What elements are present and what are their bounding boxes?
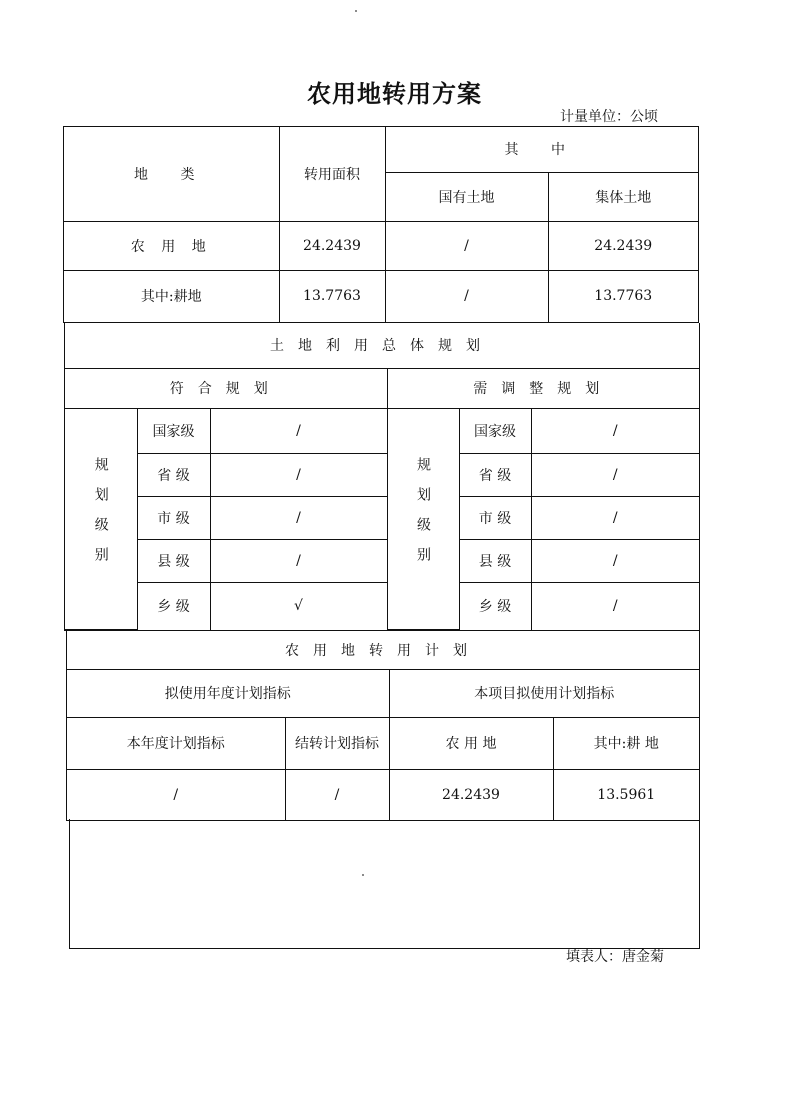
carry-over-value: /	[285, 769, 389, 820]
row-area: 24.2439	[279, 221, 385, 270]
level-value: /	[210, 539, 387, 582]
land-type-table	[63, 126, 699, 323]
scan-speck	[362, 874, 364, 876]
level-value: √	[210, 582, 387, 630]
planned-annual-index-header: 拟使用年度计划指标	[67, 669, 389, 717]
blank-notes-area	[69, 819, 700, 949]
level-value: /	[531, 496, 699, 539]
arable-land-header: 其中:耕 地	[553, 717, 699, 769]
level-name: 国家级	[459, 408, 531, 453]
level-value: /	[210, 453, 387, 496]
level-value: /	[210, 408, 387, 453]
page-title: 农用地转用方案	[307, 80, 482, 108]
header-collective-land: 集体土地	[548, 172, 698, 221]
carry-over-index-header: 结转计划指标	[285, 717, 389, 769]
level-value: /	[531, 453, 699, 496]
agri-land-value: 24.2439	[389, 769, 553, 820]
arable-land-value: 13.5961	[553, 769, 699, 820]
level-value: /	[531, 582, 699, 630]
table-row	[67, 769, 699, 820]
level-value: /	[531, 539, 699, 582]
agri-land-header: 农 用 地	[389, 717, 553, 769]
form-filler: 填表人：唐金菊	[566, 949, 664, 965]
level-name: 市 级	[459, 496, 531, 539]
level-name: 市 级	[137, 496, 210, 539]
project-index-header: 本项目拟使用计划指标	[389, 669, 699, 717]
conversion-plan-title: 农用地转用计划	[67, 631, 699, 669]
conversion-plan-table	[66, 631, 700, 821]
plan-level-label-right: 规划级别	[387, 408, 459, 630]
level-name: 县 级	[137, 539, 210, 582]
row-area: 13.7763	[279, 270, 385, 322]
row-label: 其中:耕地	[64, 270, 279, 322]
row-label: 农 用 地	[64, 221, 279, 270]
level-name: 省 级	[137, 453, 210, 496]
land-use-plan-table	[64, 323, 700, 631]
row-state: /	[385, 270, 548, 322]
level-value: /	[531, 408, 699, 453]
row-state: /	[385, 221, 548, 270]
this-year-value: /	[67, 769, 285, 820]
this-year-index-header: 本年度计划指标	[67, 717, 285, 769]
level-name: 乡 级	[459, 582, 531, 630]
plan-level-label-left: 规划级别	[65, 408, 137, 630]
header-state-land: 国有土地	[385, 172, 548, 221]
adjust-plan-header: 需调整规划	[387, 368, 699, 408]
level-name: 国家级	[137, 408, 210, 453]
table-row	[64, 270, 698, 322]
level-name: 乡 级	[137, 582, 210, 630]
level-value: /	[210, 496, 387, 539]
header-land-type: 地 类	[64, 127, 279, 221]
conform-plan-header: 符合规划	[65, 368, 387, 408]
header-among: 其 中	[385, 127, 698, 172]
row-collective: 13.7763	[548, 270, 698, 322]
row-collective: 24.2439	[548, 221, 698, 270]
measurement-unit: 计量单位：公顷	[560, 109, 658, 125]
level-name: 县 级	[459, 539, 531, 582]
scan-speck	[355, 10, 357, 12]
header-converted-area: 转用面积	[279, 127, 385, 221]
level-name: 省 级	[459, 453, 531, 496]
land-use-plan-title: 土地利用总体规划	[65, 323, 699, 368]
table-row	[64, 221, 698, 270]
